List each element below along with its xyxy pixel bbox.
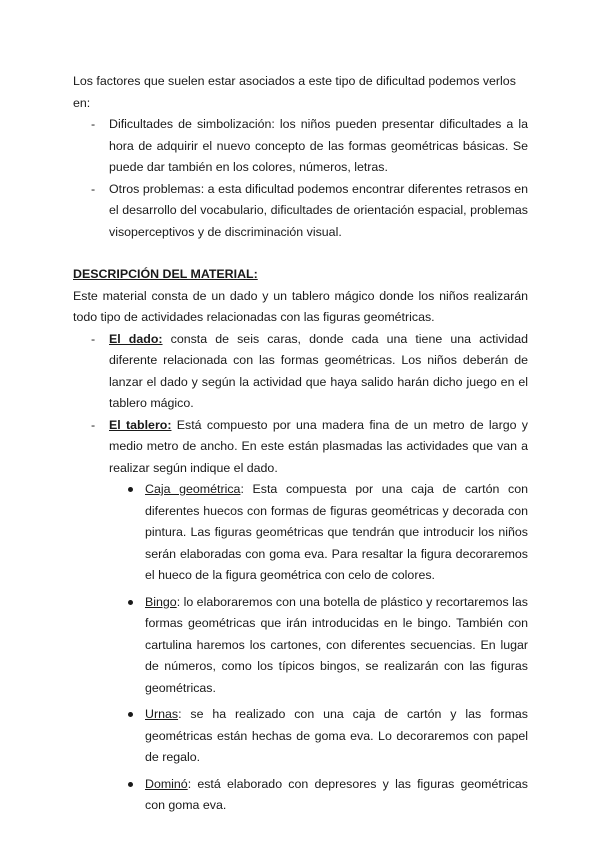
domino-text: : está elaborado con depresores y las figuras geométricas con goma eva. (145, 776, 528, 812)
list-item: - Otros problemas: a esta dificultad podemos encontrar diferentes retrasos en el desarrollo del vocabulario, dificultades de orientación espacial, problemas visoperceptivos y de discriminación visual. (109, 179, 528, 244)
tablero-label: El tablero: (109, 417, 172, 432)
list-item-tablero (109, 415, 528, 817)
section-heading: DESCRIPCIÓN DEL MATERIAL: (73, 267, 258, 281)
list-item-dado (109, 329, 528, 415)
caja-label: Caja geométrica (145, 482, 241, 496)
list-item-domino (145, 774, 528, 817)
dado-label: El dado: (109, 331, 163, 346)
tablero-text: Está compuesto por una madera fina de un metro de largo y medio metro de ancho. En este están plasmadas las actividades que van a realizar según indique el dado. (109, 417, 528, 475)
bingo-text: : lo elaboraremos con una botella de plástico y recortaremos las formas geométricas que irán introducidas en le bingo. También con cartulina haremos los cartones, con diferentes secuencias. En lugar de números, como los típicos bingos, se realizarán con las figuras geométricas. (145, 594, 528, 695)
intro-paragraph: Los factores que suelen estar asociados a este tipo de dificultad podemos verlos en: (73, 74, 516, 110)
list-item-caja (145, 479, 528, 587)
list-item-bingo (145, 592, 528, 700)
urnas-label: Urnas (145, 707, 179, 721)
dado-text: consta de seis caras, donde cada una tiene una actividad diferente relacionada con las formas geométricas. Los niños deberán de lanzar el dado y según la actividad que haya salido harán dicho juego en el tablero mágico. (109, 331, 528, 410)
list-item: - Dificultades de simbolización: los niños pueden presentar dificultades a la hora de adquirir el nuevo concepto de las formas geométricas básicas. Se puede dar también en los colores, números, letras. (109, 114, 528, 179)
urnas-text: : se ha realizado con una caja de cartón y las formas geométricas están hechas de goma eva. Lo decoraremos con papel de regalo. (145, 707, 528, 764)
factors-list (73, 114, 528, 243)
list-item-urnas (145, 704, 528, 769)
bingo-label: Bingo (145, 594, 177, 609)
document-page (73, 71, 528, 822)
tablero-activities-list (109, 479, 528, 817)
domino-label: Dominó (145, 776, 188, 791)
material-list (73, 329, 528, 817)
material-intro-paragraph: Este material consta de un dado y un tablero mágico donde los niños realizarán todo tipo de actividades relacionadas con las figuras geométricas. (73, 288, 528, 324)
caja-text: : Esta compuesta por una caja de cartón con diferentes huecos con formas de figuras geométricas y decorada con pintura. Las figuras geométricas que tendrán que introducir los niños serán elaboradas con goma eva. Para resaltar la figura decoraremos el hueco de la figura geométrica con celo de colores. (145, 482, 528, 582)
